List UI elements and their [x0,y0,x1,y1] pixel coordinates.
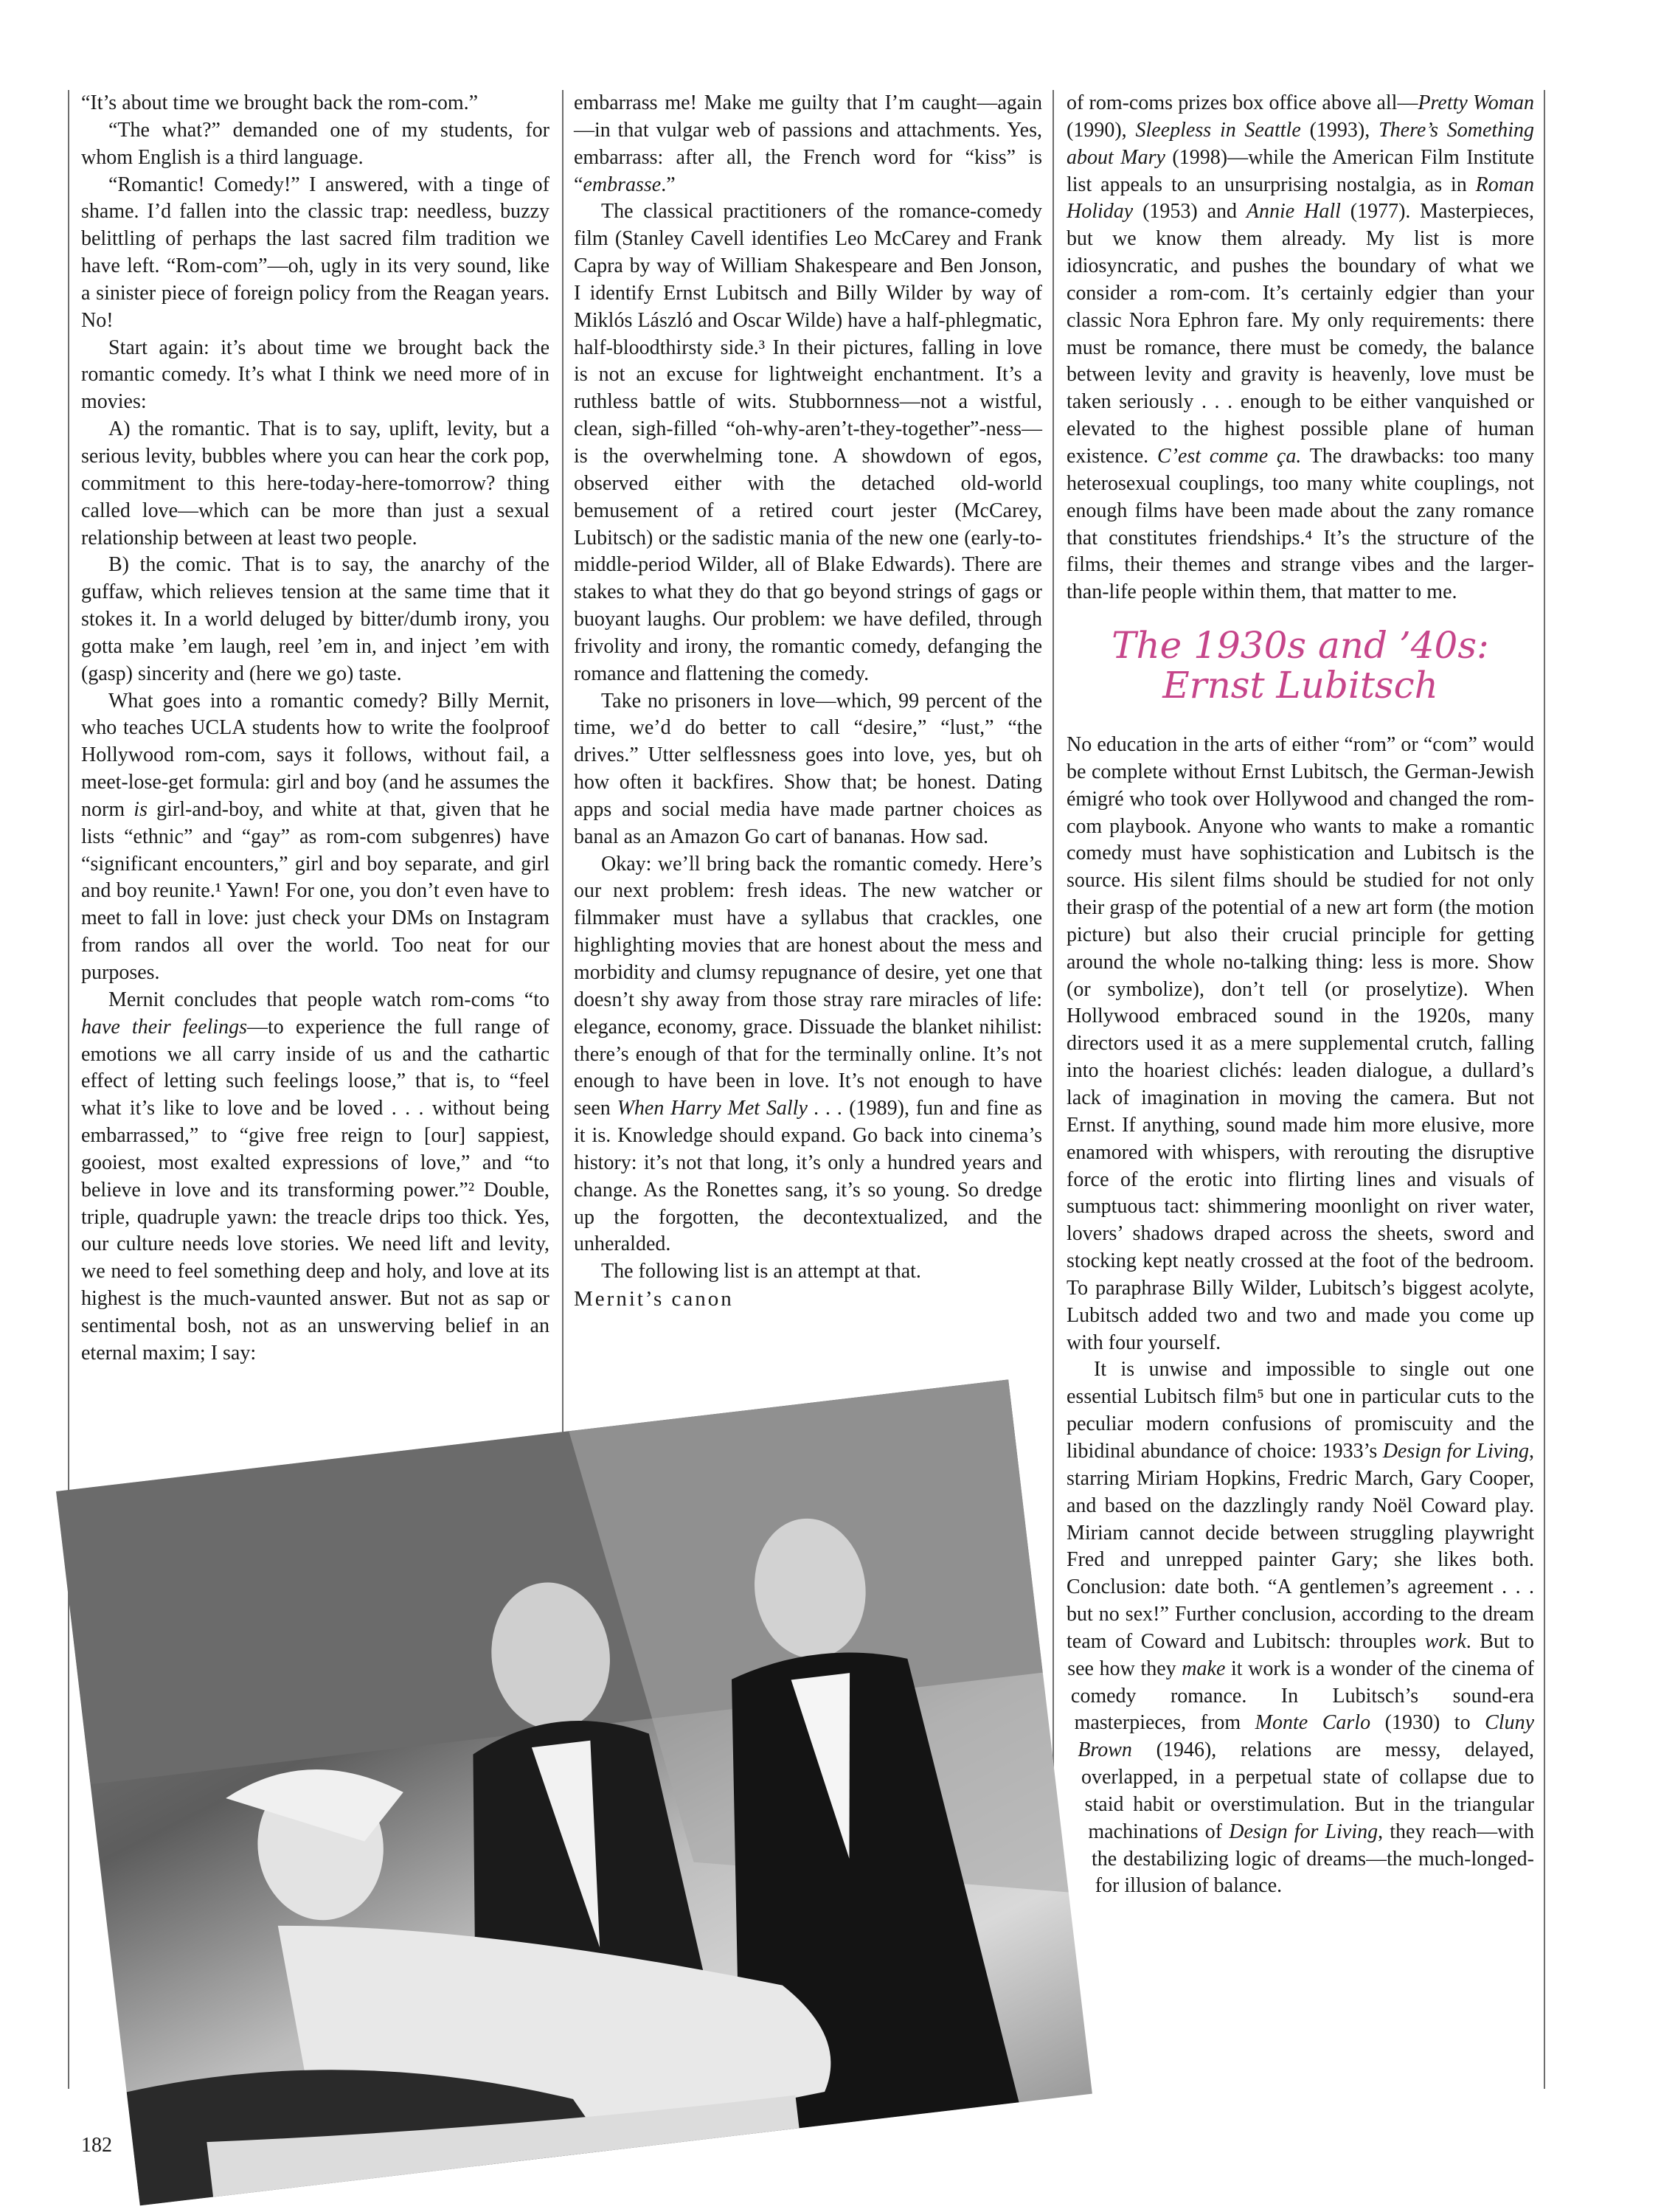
column-rule [1544,90,1545,2089]
text-run: Mernit concludes that people watch rom-coms “to [108,988,549,1011]
text-run: it work is a wonder of the cinema of comedy romance. In Lubitsch’s sound-era masterpieces, from [1070,1657,1534,1735]
italic-text: Cluny Brown [1078,1711,1534,1762]
text-run: girl-and-boy, and white at that, given that he lists “ethnic” and “gay” as rom-com subgenres) have “significant encounters,” girl and boy separate, and girl and boy reunite.¹ Yawn! For one, you don’t even have to meet to fall in love: just check your DMs on Instagram from randos all over the world. Too neat for our purposes. [81,797,550,984]
italic-text: make [1182,1657,1226,1680]
text-run: (1998)—while the American Film Institute list appeals to an unsurprising nostalgia, as in [1067,145,1534,196]
italic-text: is [133,797,148,821]
paragraph [81,172,549,335]
italic-text: Roman Holiday [1067,173,1534,223]
text-run: “It’s about time we brought back the rom-com.” [81,91,479,114]
paragraph [574,198,1042,687]
text-run: Take no prisoners in love—which, 99 percent of the time, we’d do better to call “desire,” “lust,” “the drives.” Utter selflessness goes into love, yes, but oh how often it backfires. Show that; be honest. Dating apps and social media have made partner choices as banal as an Amazon Go cart of bananas. How sad. [574,689,1042,848]
text-run: —to experience the full range of emotions we all carry inside of us and the cathartic effect of letting such feelings loose,” that is, to “feel what it’s like to love and be loved . . . without being embarrassed,” to “give free reign to [our] sappiest, gooiest, most exalted expressions of love,” and “to believe in love and its transforming power.”² Double, triple, quadruple yawn: the treacle drips too thick. Yes, our culture needs love stories. We need lift and levity, we need to feel something deep and holy, and love at its highest is the much-vaunted answer. But not as sap or sentimental bosh, not as an unswerving belief in an eternal maxim; I say: [81,1015,549,1365]
italic-text: Monte Carlo [1255,1711,1371,1735]
column-3-paragraphs [1066,732,1534,1900]
heading-line-1: The 1930s and ’40s: [1112,624,1489,668]
text-run: (1990), [1067,118,1136,142]
text-run: “Romantic! Comedy!” I answered, with a tinge of shame. I’d fallen into the classic trap: needless, buzzy belittling of perhaps the last sacred film tradition we have left. “Rom-com”—oh, ugly in its very sound, like a sinister piece of foreign policy from the Reagan years. No! [81,173,549,332]
film-still-photo [56,1379,1092,2205]
italic-text: Pretty Woman [1418,91,1534,114]
paragraph [81,987,549,1367]
column-1 [81,90,549,1367]
heading-line-2: Ernst Lubitsch [1162,664,1438,707]
text-run: No education in the arts of either “rom” or “com” would be complete without Ernst Lubitsch, the German-Jewish émigré who took over Hollywood and changed the rom-com playbook. Anyone who wants to make a romantic comedy must have sophistication and Lubitsch is the source. His silent films should be studied for not only their grasp of the potential of a new art form (the motion picture) but also their crucial principle for getting around the whole no-talking thing: less is more. Show (or symbolize), don’t tell (or proselytize). When Hollywood embraced sound in the 1920s, many directors used it as a mere supplemental crutch, falling into the hoariest clichés: leaden dialogue, a dullard’s lack of imagination in moving the camera. But not Ernst. If anything, sound made him more elusive, more enamored with whispers, with rerouting the disruptive force of the erotic into flirting lines and visuals of sumptuous tact: shimmering moonlight on river water, lovers’ shadows draped across the sheets, sword and stocking kept neatly crossed at the foot of the bedroom. To paraphrase Billy Wilder, Lubitsch’s biggest acolyte, Lubitsch added two and two and made you come up with four yourself. [1067,733,1534,1354]
text-run: The drawbacks: too many heterosexual couplings, too many white couplings, not enough films have been made about the zany romance that constitutes friendships.⁴ It’s the structure of the films, their themes and strange vibes and the larger-than-life people within them, that matter to me. [1067,444,1535,604]
column-3 [1066,90,1534,2192]
italic-text: work [1424,1629,1466,1653]
text-run: B) the comic. That is to say, the anarchy of the guffaw, which relieves tension at the same time that it stokes it. In a world deluged by bitter/dumb irony, you gotta make ’em laugh, reel ’em in, and inject ’em with (gasp) sincerity and (here we go) taste. [81,553,549,685]
paragraph [1066,732,1534,1356]
text-run: What goes into a romantic comedy? Billy Mernit, who teaches UCLA students how to write the foolproof Hollywood rom-com, says it follows, without fail, a meet-lose-get formula: girl and boy (and he assumes the norm [81,689,549,821]
text-run: (1953) and [1133,200,1246,223]
column-rule [562,90,563,1440]
text-run: (1946), relations are messy, delayed, overlapped, in a perpetual state of collapse due to staid habit or overstimulation. But in the triangular machinations of [1081,1738,1534,1843]
text-run: embarrass me! Make me guilty that I’m caught—again—in that vulgar web of passions and attachments. Yes, embarrass: after all, the French word for “kiss” is “ [574,91,1042,196]
paragraph [574,851,1042,1259]
text-run: It is unwise and impossible to single out one essential Lubitsch film⁵ but one in particular cuts to the peculiar modern confusions of promiscuity and the libidinal abundance of choice: 1933’s [1067,1358,1534,1463]
text-run: A) the romantic. That is to say, uplift, levity, but a serious levity, bubbles where you can hear the cork pop, commitment to this here-today-here-tomorrow? thing called love—which can be more than just a sexual relationship between at least two people. [81,417,549,549]
text-run: (1977). Masterpieces, but we know them already. My list is more idiosyncratic, and pushes the boundary of what we consider a rom-com. It’s certainly edgier than your classic Nora Ephron fare. My only requirements: there must be romance, there must be comedy, the balance between levity and gravity is heavenly, love must be taken seriously . . . enough to be either vanquished or elevated to the highest possible plane of human existence. [1067,200,1534,468]
column-rule [68,90,69,2089]
italic-text: Design for Living [1229,1820,1379,1843]
text-run: (1930) to [1370,1711,1485,1735]
text-run: The following list is an attempt at that. [601,1260,921,1283]
text-run: , starring Miriam Hopkins, Fredric March, Gary Cooper, and based on the dazzlingly randy Noël Coward play. Miriam cannot decide between struggling playwright Fred and unrepped painter Gary; she likes both. Conclusion: date both. “A gentlemen’s agreement . . . but no sex!” Further conclusion, according to the dream team of Coward and Lubitsch: throuples [1067,1439,1534,1653]
section-label: Mernit’s canon [574,1287,734,1311]
paragraph [574,90,1042,198]
paragraph [81,335,549,417]
text-run: The classical practitioners of the romance-comedy film (Stanley Cavell identifies Leo McCarey and Frank Capra by way of William Shakespeare and Ben Jonson, I identify Ernst Lubitsch and Billy Wilder by way of Miklós László and Oscar Wilde) have a half-phlegmatic, half-bloodthirsty side.³ In their pictures, falling in love is not an excuse for lightweight enchantment. It’s a ruthless battle of wits. Stubbornness—not a wistful, clean, sigh-filled “oh-why-aren’t-they-together”-ness—is the overwhelming tone. A showdown of egos, observed either with the detached old-world bemusement of a retired court jester (McCarey, Lubitsch) or the sadistic mania of the new one (early-to-middle-period Wilder, all of Blake Edwards). There are stakes to what they do that go beyond strings of gags or buoyant laughs. Our problem: we have defiled, through frivolity and irony, the romantic comedy, defanging the romance and flattening the comedy. [574,200,1042,685]
paragraph [574,688,1042,851]
italic-text: C’est comme ça. [1156,444,1302,468]
italic-text: When Harry Met Sally . . . [617,1097,843,1120]
italic-text: have their feelings [81,1015,247,1039]
paragraph [81,90,549,117]
text-run: of rom-coms prizes box office above all— [1067,91,1418,114]
italic-text: Sleepless in Seattle [1135,118,1301,142]
text-run: Okay: we’ll bring back the romantic comedy. Here’s our next problem: fresh ideas. The new watcher or filmmaker must have a syllabus that crackles, one highlighting movies that are honest about the mess and morbidity and clumsy repugnance of desire, yet one that doesn’t shy away from those stray rare miracles of life: elegance, economy, grace. Dissuade the blanket nihilist: there’s enough of that for the terminally online. It’s not enough to have been in love. It’s not enough to have seen [574,852,1042,1120]
film-still-illustration [56,1379,1092,2205]
paragraph [1066,1356,1534,1900]
text-run: (1989), fun and fine as it is. Knowledge should expand. Go back into cinema’s history: it’s not that long, it’s only a hundred years and change. As the Ronettes sang, it’s so young. So dredge up the forgotten, the decontextualized, and the unheralded. [574,1097,1042,1256]
column-2-paragraphs [574,90,1042,1286]
paragraph [81,552,549,687]
italic-text: embrasse [583,173,662,196]
section-heading [1066,625,1534,705]
paragraph [81,688,549,987]
paragraph [81,117,549,172]
italic-text: Annie Hall [1246,200,1341,223]
text-run: , they reach—with the destabilizing logic of dreams—the much-longed-for illusion of balance. [1092,1820,1535,1898]
text-run: “The what?” demanded one of my students, for whom English is a third language. [81,118,549,169]
paragraph [1066,90,1534,606]
italic-text: There’s Something about Mary [1067,118,1534,169]
text-run: .” [661,173,676,196]
column-3-intro [1066,90,1534,606]
italic-text: Design for Living [1382,1439,1529,1463]
paragraph [81,416,549,552]
text-run: . But to see how they [1067,1629,1534,1680]
column-2 [574,90,1042,1313]
paragraph [574,1258,1042,1286]
page-number: 182 [81,2134,112,2157]
text-run: (1993), [1300,118,1379,142]
text-run: Start again: it’s about time we brought back the romantic comedy. It’s what I think we need more of in movies: [81,336,549,414]
